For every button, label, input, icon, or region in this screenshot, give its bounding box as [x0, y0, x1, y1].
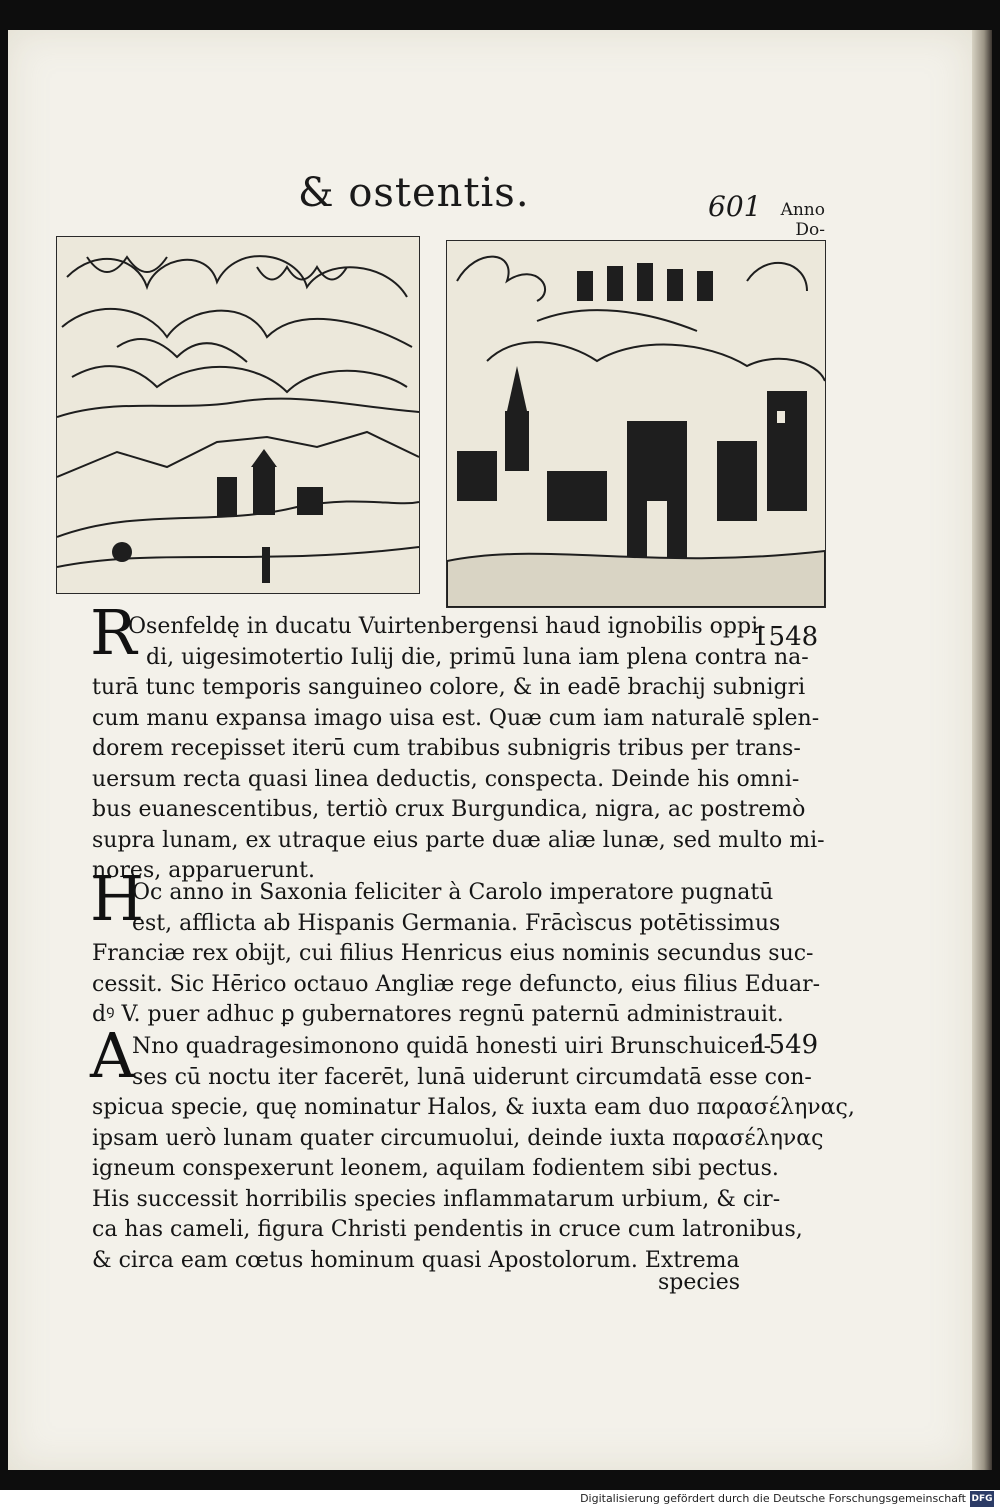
running-head: & ostentis. [298, 170, 530, 216]
drop-capital: H [90, 862, 145, 935]
text-line: dꝰ V. puer adhuc ꝑ gubernatores regnū paternū administrauit. [92, 1002, 784, 1027]
text-line: turā tunc temporis sanguineo colore, & in eadē brachij subnigri [92, 675, 806, 700]
text-line: uersum recta quasi linea deductis, conspecta. Deinde his omni- [92, 766, 800, 792]
text-line: ca has cameli, figura Christi pendentis in cruce cum latronibus, [92, 1217, 803, 1242]
text-line: bus euanescentibus, tertiò crux Burgundica, nigra, ac postremò [92, 797, 806, 822]
paragraph-3-continued [92, 1093, 855, 1276]
dfg-logo-icon: DFG [970, 1491, 994, 1507]
text-line: cessit. Sic Hērico octauo Angliæ rege defuncto, eius filius Eduar- [92, 971, 821, 997]
text-line: Nno quadragesimonono quidā honesti uiri Brunschuicen- [132, 1034, 772, 1059]
text-line: nores, apparuerunt. [92, 858, 316, 883]
text-line: spicua specie, quę nominatur Halos, & iuxta eam duo παρασέληνας, [92, 1095, 855, 1120]
woodcut-illustration-storm-landscape [56, 236, 420, 594]
page-edge [972, 30, 992, 1470]
text-line: igneum conspexerunt leonem, aquilam fodientem sibi pectus. [92, 1156, 779, 1181]
text-line: Osenfeldę in ducatu Vuirtenbergensi haud ignobilis oppi- [128, 614, 766, 639]
text-line: ipsam uerò lunam quater circumuolui, deinde iuxta παρασέληνας [92, 1125, 824, 1151]
margin-year: 1548 [752, 622, 819, 652]
paragraph-2-continued [92, 939, 821, 1031]
text-line: ses cū noctu iter facerēt, lunā uiderunt circumdatā esse con- [132, 1064, 812, 1090]
page-number: 601 [708, 190, 762, 223]
text-line: Oc anno in Saxonia feliciter à Carolo imperatore pugnatū [132, 880, 774, 905]
catchword: species [658, 1270, 741, 1295]
text-line: est, afflicta ab Hispanis Germania. Frācìscus potētissimus [132, 910, 781, 936]
footer-credit: Digitalisierung gefördert durch die Deutsche Forschungsgemeinschaft [580, 1492, 966, 1505]
text-line: cum manu expansa imago uisa est. Quæ cum iam naturalē splen- [92, 705, 820, 731]
margin-note-anno-domini: Anno Do- [780, 200, 825, 240]
text-line: supra lunam, ex utraque eius parte duæ aliæ lunæ, sed multo mi- [92, 827, 825, 853]
text-line: dorem recepisset iterū cum trabibus subnigris tribus per trans- [92, 736, 801, 761]
text-line: di, uigesimotertio Iulij die, primū luna iam plena contra na- [146, 644, 809, 670]
text-line: & circa eam cœtus hominum quasi Apostolorum. Extrema [92, 1247, 740, 1273]
text-line: His successit horribilis species inflammatarum urbium, & cir- [92, 1186, 781, 1212]
paragraph-2 [132, 878, 781, 939]
woodcut-illustration-city-riders-in-sky [446, 240, 826, 608]
drop-capital: R [90, 596, 137, 669]
drop-capital: A [90, 1019, 135, 1092]
text-line: Franciæ rex obijt, cui filius Henricus eius nominis secundus suc- [92, 941, 814, 966]
margin-year: 1549 [752, 1030, 819, 1060]
paragraph-1-continued [92, 673, 825, 887]
